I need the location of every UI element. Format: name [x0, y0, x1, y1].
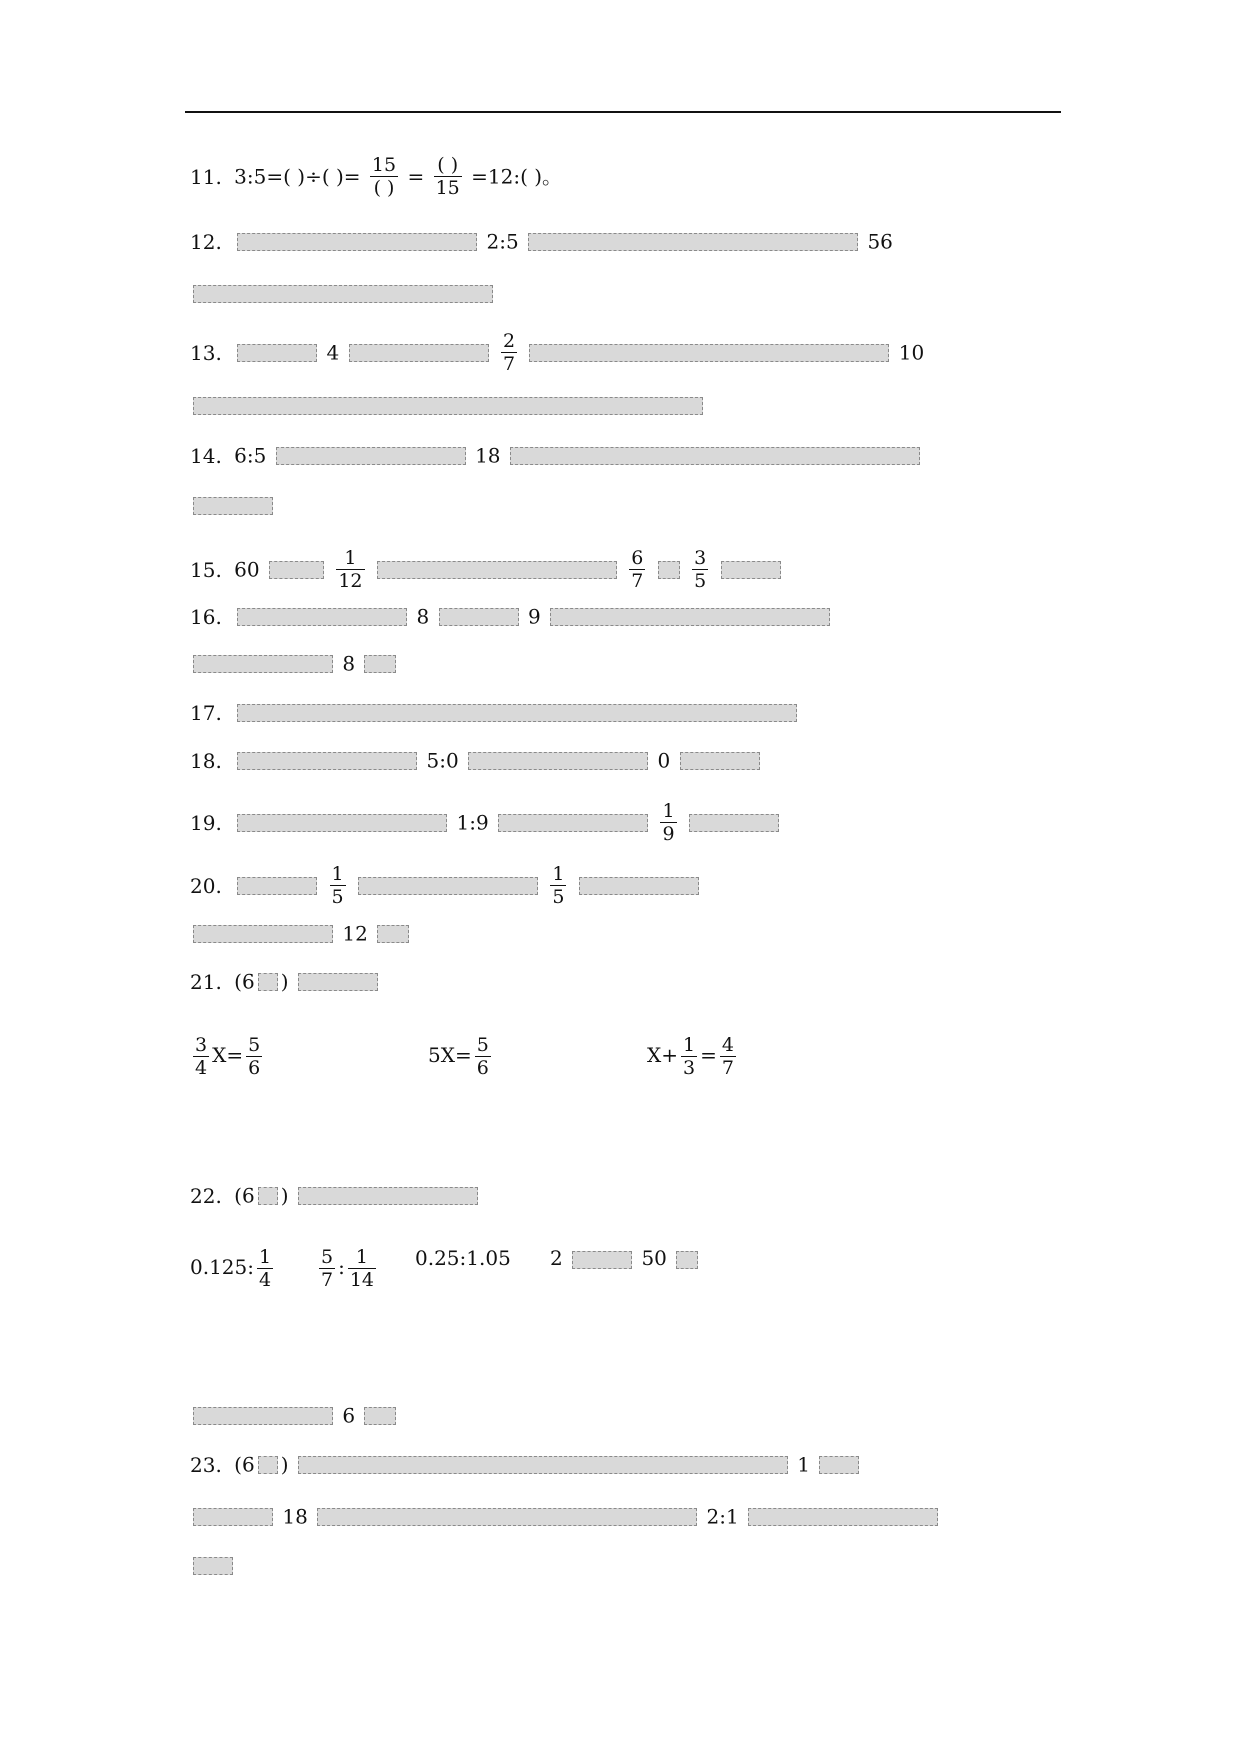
question-number: 19. — [190, 810, 222, 835]
ratio-value: 2:5 — [486, 229, 519, 254]
fraction: $\frac{2}{7}$ — [502, 330, 516, 375]
question-23-cont-2 — [190, 1552, 1050, 1576]
question-number: 12. — [190, 229, 222, 254]
section-3-heading: 8 — [190, 650, 1050, 676]
section-4-heading: 12 — [190, 920, 1050, 946]
question-19: 19. 1:9 $\frac{1}{9}$ — [190, 800, 1050, 845]
question-number: 22. — [190, 1183, 222, 1208]
question-number: 15. — [190, 557, 222, 582]
fraction: $\frac{6}{7}$ — [631, 547, 644, 592]
question-17 — [190, 699, 1050, 725]
fraction: $\frac{15}{( )}$ — [371, 154, 397, 199]
section-5-heading: 6 — [190, 1402, 1050, 1428]
ratio-3: 0.25:1.05 — [415, 1246, 511, 1270]
question-18: 18. 5:0 0 — [190, 747, 1050, 773]
question-23-cont: 18 2:1 — [190, 1503, 1050, 1529]
question-23: 23. (6 ) 1 — [190, 1451, 1050, 1477]
question-12-cont — [190, 280, 1050, 304]
question-number: 23. — [190, 1452, 222, 1477]
question-number: 20. — [190, 873, 222, 898]
question-number: 11. — [190, 164, 222, 189]
question-number: 14. — [190, 443, 222, 468]
question-13-cont — [190, 392, 1050, 416]
equation-2: 5X= $\frac{5}{6}$ — [428, 1034, 489, 1079]
question-15: 15. 60 $\frac{1}{12}$ $\frac{6}{7}$ $\frac{3}{5}$ — [190, 547, 1050, 592]
header-rule — [185, 111, 1061, 113]
question-14: 14. 6:5 18 — [190, 442, 1050, 468]
question-number: 13. — [190, 340, 222, 365]
fraction: $\frac{( )}{15}$ — [435, 154, 460, 199]
fraction: $\frac{3}{5}$ — [694, 547, 707, 592]
fraction: $\frac{1}{5}$ — [331, 863, 344, 908]
question-11: 11. 3:5=( )÷( )= $\frac{15}{( )}$ = $\frac{( )}{15}$ =12:( )。 — [190, 154, 563, 199]
question-22: 22. (6 ) — [190, 1182, 1050, 1208]
ratio-2: $\frac{5}{7}$ : $\frac{1}{14}$ — [321, 1246, 375, 1291]
question-number: 17. — [190, 700, 222, 725]
question-21: 21. (6 ) — [190, 968, 1050, 994]
ratio-1: 0.125: $\frac{1}{4}$ — [190, 1246, 272, 1291]
fraction: $\frac{1}{12}$ — [338, 547, 363, 592]
question-16: 16. 8 9 — [190, 603, 1050, 629]
ratio-expression-end: =12:( )。 — [471, 164, 563, 189]
question-13: 13. 4 $\frac{2}{7}$ 10 — [190, 330, 925, 375]
question-number: 18. — [190, 748, 222, 773]
question-20 — [190, 863, 1050, 908]
question-number: 21. — [190, 969, 222, 994]
ratio-4: 2 50 — [550, 1246, 701, 1270]
equation-1: $\frac{3}{4}$ X= $\frac{5}{6}$ — [195, 1034, 261, 1079]
fraction: $\frac{1}{5}$ — [552, 863, 565, 908]
question-number: 16. — [190, 604, 222, 629]
ratio-expression: 3:5=( )÷( )= — [234, 164, 361, 189]
teacher-count: 56 — [867, 229, 893, 254]
question-12 — [190, 228, 1050, 254]
equation-3: X+ $\frac{1}{3}$ = $\frac{4}{7}$ — [647, 1034, 734, 1079]
fraction: $\frac{1}{9}$ — [662, 800, 675, 845]
question-14-cont — [190, 492, 1050, 516]
